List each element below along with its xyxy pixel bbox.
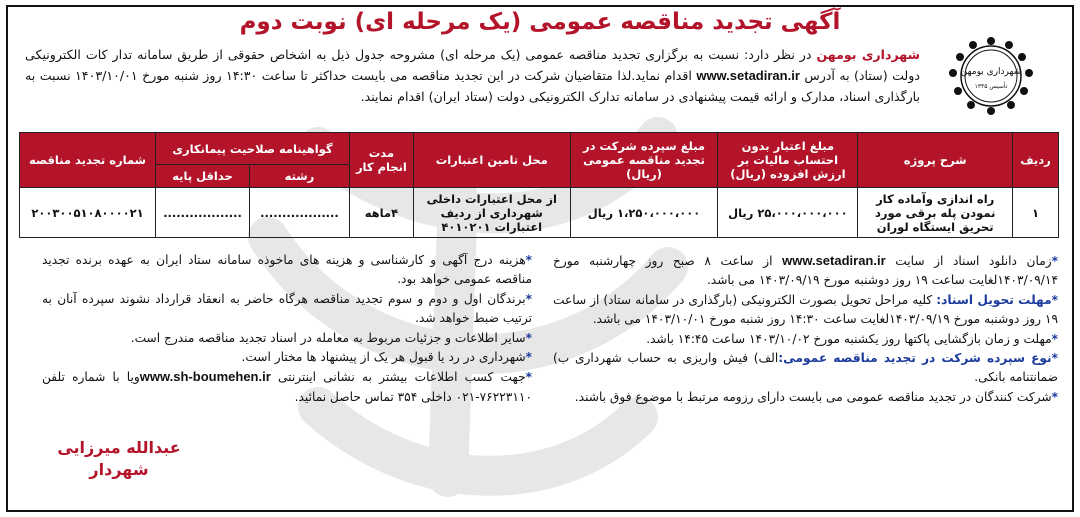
header-min-grade: حداقل پایه [156,165,250,188]
header-budget: مبلغ اعتبار بدون احتساب مالیات بر ارزش افزوده (ریال) [718,133,858,188]
note-deposit-type [553,349,1058,388]
header-duration: مدت انجام کار [349,133,413,188]
tender-table [19,132,1059,238]
logo-year: تأسیس ۱۳۴۵ [974,83,1008,90]
bullet-star-icon: * [1051,331,1058,346]
cell-row-no: ۱ [1013,188,1059,238]
header-deposit: مبلغ سپرده شرکت در تجدید مناقصه عمومی (ریال) [570,133,718,188]
intro-paragraph [25,44,920,107]
bullet-star-icon: * [1051,292,1059,307]
note-winners [42,290,532,329]
note-text: سایر اطلاعات و جزئیات مربوط به معامله در اسناد تجدید مناقصه مندرج است. [130,330,526,345]
bullet-star-icon: * [1051,351,1058,366]
bullet-star-icon: * [525,291,532,306]
setadiran-link[interactable]: www.setadiran.ir [696,68,800,83]
notes-right-column [553,251,1058,407]
note-text: شهرداری در رد یا قبول هر یک از پیشنهاد ها مختار است. [241,350,526,365]
note-text: کلیه مراحل تحویل بصورت الکترونیکی (بارگذاری در سامانه ستاد) از ساعت ۱۹ روز دوشنبه مورخ ۱۴۰۳/۰۹/۱۹لغایت ساعت ۱۴:۳۰ روز شنبه مورخ ۱۴۰۳/۱۰/۰۱ می باشد. [553,292,1058,327]
note-delivery-deadline [553,291,1058,330]
bullet-star-icon: * [525,370,532,385]
note-download-time [553,251,1058,291]
header-tender-no: شماره تجدید مناقصه [20,133,156,188]
ad-title: آگهی تجدید مناقصه عمومی (یک مرحله ای) نوبت دوم [239,9,841,35]
bullet-star-icon: * [1051,389,1058,404]
note-other-info [42,329,532,348]
bullet-star-icon: * [525,350,532,365]
setadiran-link-2[interactable]: www.setadiran.ir [782,253,886,268]
header-funding: محل تامین اعتبارات [413,133,570,188]
intro-text-b: اقدام نماید.لذا متقاضیان شرکت در این تجدید مناقصه می بایست حداکثر تا ساعت ۱۴:۳۰ روز شنبه مورخ ۱۴۰۳/۱۰/۰۱ نسبت به بارگذاری اسناد، مدارک و ارائه قیمت پیشنهادی در سامانه تدارک الکترونیکی دولت (ستاد ایران) اقدام نمایند. [25,68,920,104]
note-text: شرکت کنندگان در تجدید مناقصه عمومی می بایست دارای رزومه مرتبط با موضوع فوق باشند. [574,389,1052,404]
municipality-website-link[interactable]: www.sh-boumehen.ir [139,369,271,385]
notes-left-column [42,251,532,407]
bullet-star-icon: * [525,330,532,345]
cell-field: .................. [250,188,350,238]
note-text: الف) فیش واریزی به حساب شهرداری ب) ضمانتنامه بانکی. [553,351,1058,385]
cell-description: راه اندازی وآماده کار نمودن پله برقی مورد تحریق ایستگاه لوران [858,188,1013,238]
intro-text-a: در نظر دارد: نسبت به برگزاری تجدید مناقصه عمومی (یک مرحله ای) مشروحه جدول ذیل به اشخاص حقوقی از طریق سامانه تدار کات الکترونیکی دولت (ستاد) به آدرس [25,47,920,83]
bullet-star-icon: * [525,253,532,267]
note-text: برندگان اول و دوم و سوم تجدید مناقصه هرگاه حاضر به انعقاد قرارداد نشوند سپرده آنان به ترتیب ضبط خواهد شد. [42,291,532,326]
note-contact [42,367,532,407]
cell-min-grade: .................. [156,188,250,238]
note-text: مهلت و زمان بازگشایی پاکتها روز یکشنبه مورخ ۱۴۰۳/۱۰/۰۲ ساعت ۱۴:۴۵ باشد. [646,331,1052,346]
header-field: رشته [250,165,350,188]
note-text: زمان دانلود اسناد از سایت [895,254,1052,268]
logo-text: شهرداری بومهن [960,67,1022,77]
bullet-star-icon: * [1051,254,1059,268]
signature-block [54,437,184,481]
note-text: هزینه درج آگهی و کارشناسی و هزینه های ماخوذه سامانه ستاد ایران به عهده برنده تجدید مناقصه عمومی خواهد بود. [42,253,532,287]
cell-tender-no: ۲۰۰۳۰۰۵۱۰۸۰۰۰۰۲۱ [20,188,156,238]
header-certificate: گواهینامه صلاحیت پیمانکاری [156,133,350,165]
note-text: جهت کسب اطلاعات بیشتر به نشانی اینترنتی [277,370,526,385]
header-row-no: ردیف [1013,133,1059,188]
cell-budget: ۲۵،۰۰۰،۰۰۰،۰۰۰ ریال [718,188,858,238]
signer-name: عبدالله میرزایی [57,438,181,457]
municipality-logo-icon [942,35,1040,117]
note-opening-time [553,330,1058,349]
municipality-logo [942,35,1040,117]
note-costs [42,251,532,290]
note-resume [553,388,1058,407]
cell-duration: ۴ماهه [349,188,413,238]
cell-deposit: ۱،۲۵۰،۰۰۰،۰۰۰ ریال [570,188,718,238]
note-text: از ساعت ۸ صبح روز چهارشنبه مورخ ۱۴۰۳/۰۹/۱۴لغایت ساعت ۱۹ روز دوشنبه مورخ ۱۴۰۳/۰۹/۱۹ می باشد. [553,254,1058,288]
signer-position: شهردار [89,460,149,479]
header-description: شرح پروژه [858,133,1013,188]
cell-funding: از محل اعتبارات داخلی شهرداری از ردیف اعتبارات ۴۰۱۰۲۰۱ [413,188,570,238]
note-label: نوع سپرده شرکت در تجدید مناقصه عمومی: [778,351,1052,366]
table-row [20,188,1059,238]
ad-frame [6,5,1074,512]
organization-name: شهرداری بومهن [816,47,920,62]
note-right-to-reject [42,348,532,367]
note-text: ویا با شماره تلفن ۷۶۲۲۳۱۱۰-۰۲۱ داخلی ۳۵۴ تماس حاصل نمائید. [42,370,532,404]
note-label: مهلت تحویل اسناد: [936,292,1052,307]
